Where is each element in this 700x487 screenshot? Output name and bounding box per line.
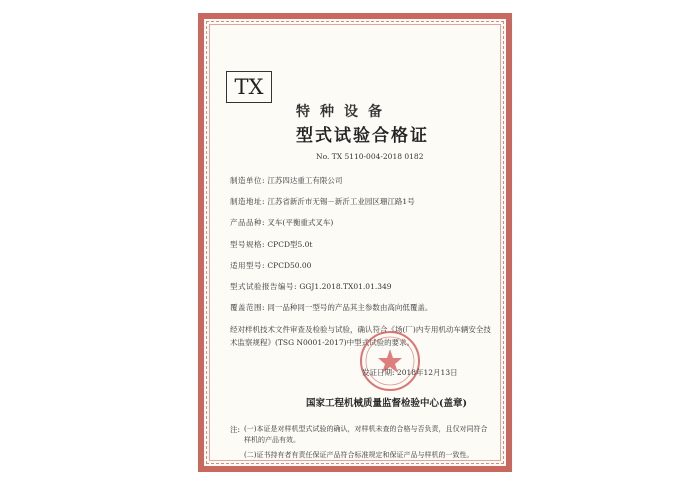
field-value: 江苏省新沂市无锡－新沂工业园区珊江路1号 bbox=[267, 197, 415, 206]
field-label: 型号规格: bbox=[230, 240, 266, 249]
issue-date bbox=[362, 367, 458, 378]
field-label: 覆盖范围: bbox=[230, 303, 266, 312]
field-value: 叉车(平衡重式叉车) bbox=[267, 218, 334, 227]
field-model-spec bbox=[230, 239, 312, 250]
certificate-document bbox=[198, 13, 512, 472]
field-value: CPCD50.00 bbox=[267, 261, 312, 270]
field-report-number bbox=[230, 281, 392, 292]
issue-date-label: 发证日期: bbox=[362, 368, 395, 377]
conformity-statement: 经对样机技术文件审查及检验与试验，确认符合《场(厂)内专用机动车辆安全技术监察规程》(TSG N0001-2017)中型式试验的要求。 bbox=[230, 325, 491, 347]
field-label: 型式试验报告编号: bbox=[230, 282, 298, 291]
field-applicable-model bbox=[230, 260, 311, 271]
field-label: 适用型号: bbox=[230, 261, 266, 270]
field-value: 同一品种同一型号的产品其主参数由高向低覆盖。 bbox=[267, 303, 433, 312]
field-label: 制造地址: bbox=[230, 197, 266, 206]
official-seal-icon bbox=[358, 329, 422, 393]
field-value: CPCD型5.0t bbox=[267, 240, 313, 249]
field-value: GGJ1.2018.TX01.01.349 bbox=[299, 282, 392, 291]
grade-mark-box: TX bbox=[226, 71, 272, 103]
certificate-title-line1: 特种设备 bbox=[296, 104, 392, 120]
field-label: 产品品种: bbox=[230, 218, 266, 227]
field-coverage bbox=[230, 302, 432, 313]
field-manufacturer bbox=[230, 175, 342, 186]
field-value: 江苏四达重工有限公司 bbox=[267, 176, 343, 185]
notes-heading: 注: bbox=[230, 425, 241, 434]
issue-date-value: 2018年12月13日 bbox=[396, 368, 458, 377]
note-item-2: (二)证书持有者有责任保证产品符合标准规定和保证产品与样机的一致性。 bbox=[244, 451, 474, 459]
issuing-authority: 国家工程机械质量监督检验中心(盖章) bbox=[306, 398, 467, 409]
certificate-number: No. TX 5110-004-2018 0182 bbox=[316, 152, 424, 161]
note-item-1: (一)本证是对样机型式试验的确认，对样机未查的合格与否负责，且仅对同符合样机的产品有效。 bbox=[244, 425, 488, 444]
field-product-type bbox=[230, 217, 333, 228]
field-label: 制造单位: bbox=[230, 176, 266, 185]
certificate-title-line2: 型式试验合格证 bbox=[296, 126, 429, 146]
field-address bbox=[230, 196, 415, 207]
